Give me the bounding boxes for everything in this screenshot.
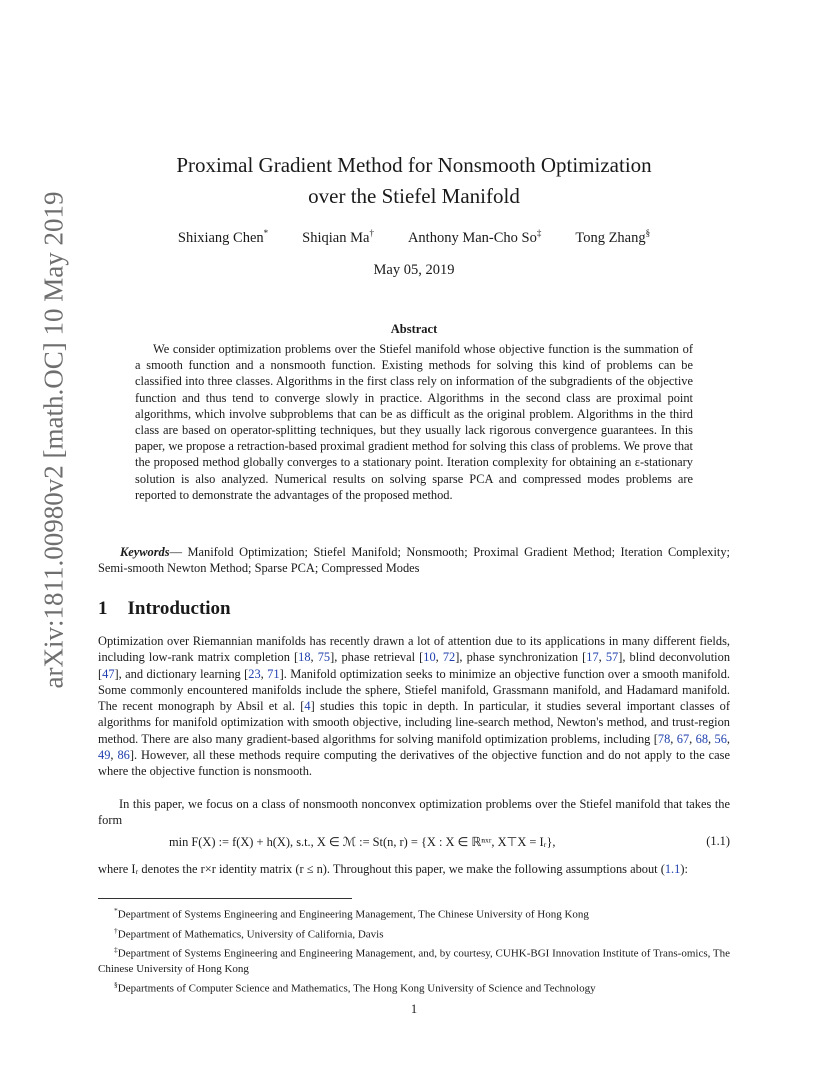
equation-reference-link[interactable]: 1.1 (664, 862, 681, 876)
citation-link[interactable]: 57 (605, 650, 619, 665)
text-run: ], blind deconvolution [ (98, 650, 731, 681)
text-run: , (689, 731, 696, 746)
citation-link[interactable]: 23 (248, 666, 261, 681)
footnote-mark: ‡ (114, 945, 118, 955)
keywords-text: — Manifold Optimization; Stiefel Manifold; Nonsmooth; Proximal Gradient Method; Iteration Complexity; Semi-smooth Newton Method; Sparse PCA; Compressed Modes (98, 545, 730, 576)
citation-link[interactable]: 56 (714, 731, 727, 746)
footnote (98, 942, 730, 977)
footnote (98, 923, 730, 943)
citation-link[interactable]: 47 (102, 666, 115, 681)
footnote-rule (98, 898, 352, 899)
keywords (98, 544, 730, 577)
page-number: 1 (410, 1002, 418, 1016)
citation-link[interactable]: 67 (676, 731, 690, 746)
citation-link[interactable]: 4 (304, 699, 311, 714)
intro-paragraph-1 (98, 633, 730, 780)
text-run: , (260, 666, 268, 681)
text-run: where Iᵣ denotes the r×r identity matrix (r ≤ n). Throughout this paper, we make the following assumptions about ( (98, 862, 665, 876)
citation-link[interactable]: 10 (423, 650, 436, 665)
author-name: Shixiang Chen (177, 229, 264, 246)
title-line-1: Proximal Gradient Method for Nonsmooth Optimization (176, 153, 652, 177)
author-name: Tong Zhang (575, 229, 646, 246)
text-run: ], and dictionary learning [ (114, 666, 249, 681)
text-run: , (435, 650, 443, 665)
text-run: , (670, 731, 677, 746)
footnote-text: Department of Mathematics, University of California, Davis (117, 928, 384, 941)
text-run: ], phase synchronization [ (455, 650, 587, 665)
author (178, 228, 268, 247)
author-list (100, 228, 728, 247)
author (408, 228, 541, 247)
author-name: Anthony Man-Cho So (407, 229, 537, 246)
text-run: ]. Manifold optimization seeks to minimize an objective function over a smooth manifold. Some commonly encountered manifolds include the sphere, Stiefel manifold, Grassmann manifold, and Hadamard manifold. The recent monograph by Absil et al. [ (98, 666, 730, 714)
citation-link[interactable]: 68 (695, 731, 709, 746)
author-mark: ‡ (536, 228, 542, 238)
abstract-text: We consider optimization problems over the Stiefel manifold whose objective function is the summation of a smooth function and a nonsmooth function. Existing methods for solving this kind of problems can be classified into three classes. Algorithms in the first class rely on information of the subgradients of the objective function and thus tend to converge slowly in practice. Algorithms in the second class are proximal point algorithms, which involve subproblems that can be as difficult as the original problem. Algorithms in the third class are based on operator-splitting techniques, but they usually lack rigorous convergence guarantees. In this paper, we propose a retraction-based proximal gradient method for solving this class of problems. We prove that the proposed method globally converges to a stationary point. Iteration complexity for obtaining an ε-stationary solution is also analyzed. Numerical results on solving sparse PCA and compressed modes problems are reported to demonstrate the advantages of the proposed method. (135, 342, 693, 502)
footnote-mark: § (114, 979, 118, 989)
author-mark: § (645, 228, 651, 238)
citation-link[interactable]: 49 (98, 748, 111, 763)
footnote (98, 903, 730, 923)
paper-date: May 05, 2019 (373, 262, 455, 278)
title-line-2: over the Stiefel Manifold (308, 184, 520, 208)
section-heading (98, 598, 231, 620)
author-mark: * (263, 228, 269, 238)
citation-link[interactable]: 72 (442, 650, 456, 665)
author-name: Shiqian Ma (302, 229, 370, 246)
text-run: ] studies this topic in depth. In particular, it studies several important classes of algorithms for manifold optimization with smooth objective, including line-search method, Newton's method, and trust-region method. There are also many gradient-based algorithms for solving manifold optimization problems, including [ (98, 699, 730, 746)
text-run: ]. However, all these methods require computing the derivatives of the objective function and do not apply to the case where the objective function is nonsmooth. (98, 748, 730, 779)
citation-link[interactable]: 71 (267, 666, 280, 681)
text-run: , (110, 748, 118, 763)
citation-link[interactable]: 17 (586, 650, 599, 665)
author (575, 228, 650, 247)
footnote-text: Department of Systems Engineering and Engineering Management, and, by courtesy, CUHK-BGI Innovation Institute of Trans-omics, The Chinese University of Hong Kong (98, 947, 731, 975)
citation-link[interactable]: 75 (317, 650, 331, 665)
footnote-text: Department of Systems Engineering and Engineering Management, The Chinese University of Hong Kong (117, 908, 589, 921)
text-run: Optimization over Riemannian manifolds has recently drawn a lot of attention due to its applications in many different fields, including low-rank matrix completion [ (98, 634, 730, 665)
citation-link[interactable]: 86 (117, 748, 130, 763)
author-mark: † (369, 228, 374, 238)
text-run: , (726, 731, 730, 746)
section-title: Introduction (127, 598, 231, 619)
intro-paragraph-2: In this paper, we focus on a class of nonsmooth nonconvex optimization problems over the Stiefel manifold that takes the form (98, 797, 730, 828)
equation-body: min F(X) := f(X) + h(X), s.t., X ∈ ℳ := St(n, r) = {X : X ∈ ℝⁿˣʳ, X⊤X = Iᵣ}, (169, 835, 556, 849)
author (302, 228, 374, 247)
text-run: , (708, 731, 715, 746)
footnotes (98, 903, 730, 997)
equation-number: (1.1) (706, 834, 730, 848)
text-run: ): (680, 862, 688, 876)
keywords-label: Keywords (120, 545, 170, 559)
text-run: , (310, 650, 318, 665)
footnote-text: Departments of Computer Science and Mathematics, The Hong Kong University of Science and Technology (117, 982, 596, 995)
citation-link[interactable]: 78 (657, 731, 671, 746)
intro-paragraph-3 (98, 861, 730, 877)
arxiv-identifier: arXiv:1811.00980v2 [math.OC] 10 May 2019 (38, 191, 69, 689)
abstract-heading: Abstract (390, 322, 438, 336)
citation-link[interactable]: 18 (298, 650, 311, 665)
footnote (98, 977, 730, 997)
text-run: ], phase retrieval [ (330, 650, 424, 665)
footnote-mark: * (114, 906, 118, 915)
paper-title (100, 150, 728, 212)
footnote-mark: † (114, 925, 118, 935)
section-number: 1 (98, 598, 108, 619)
text-run: , (598, 650, 606, 665)
